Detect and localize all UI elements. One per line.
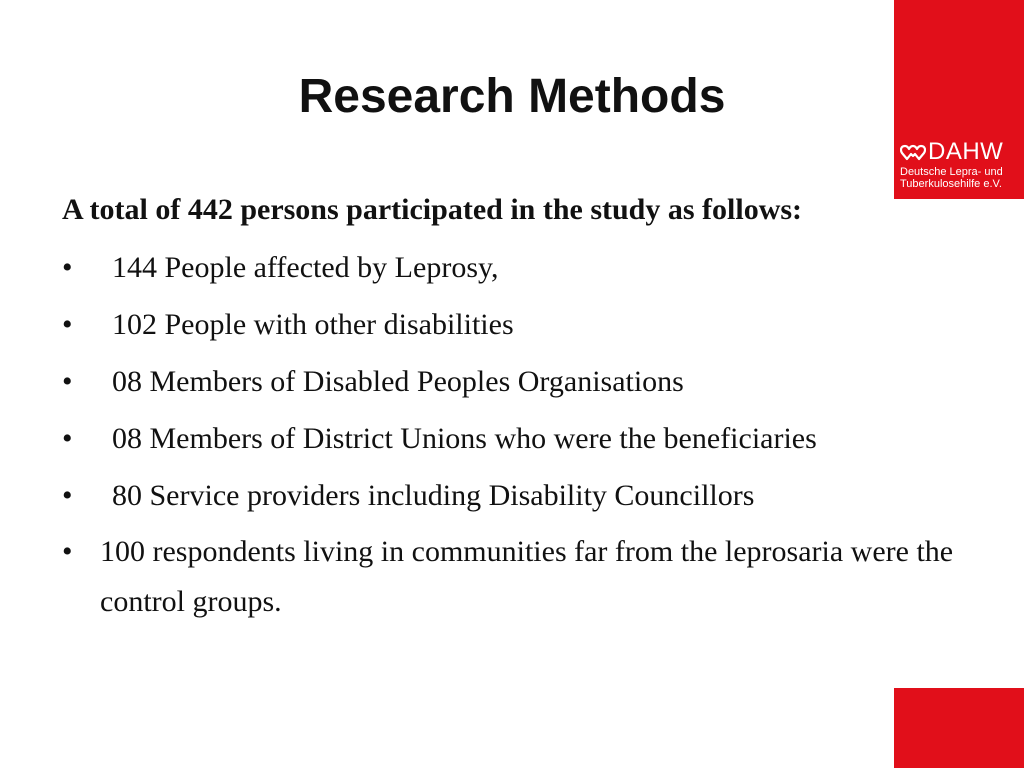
list-item-text: 144 People affected by Leprosy, — [112, 251, 499, 284]
list-item — [62, 527, 962, 627]
logo-tagline-line-1: Deutsche Lepra- und — [900, 166, 1003, 178]
bullet-icon: • — [62, 308, 73, 341]
bullet-icon: • — [62, 422, 73, 455]
list-item-text: 08 Members of District Unions who were the beneficiaries — [112, 422, 817, 455]
list-item-text: 08 Members of Disabled Peoples Organisations — [112, 365, 684, 398]
bullet-icon: • — [62, 535, 73, 568]
logo-wordmark: DAHW — [928, 138, 1004, 165]
list-item — [62, 248, 962, 288]
list-item — [62, 362, 962, 402]
slide-title: Research Methods — [298, 70, 726, 123]
logo-tagline — [900, 166, 1003, 190]
bullet-icon: • — [62, 365, 73, 398]
list-item — [62, 305, 962, 345]
list-item-text: 102 People with other disabilities — [112, 308, 514, 341]
list-item — [62, 419, 962, 459]
logo-mark — [900, 140, 1003, 164]
logo-tagline-line-2: Tuberkulosehilfe e.V. — [900, 178, 1002, 190]
participant-list — [62, 248, 962, 644]
bullet-icon: • — [62, 251, 73, 284]
intro-text: A total of 442 persons participated in the study as follows: — [62, 193, 803, 226]
list-item — [62, 476, 962, 516]
bullet-icon: • — [62, 479, 73, 512]
list-item-text: 80 Service providers including Disability Councillors — [112, 479, 755, 512]
list-item-text: 100 respondents living in communities far from the leprosaria were the control groups. — [100, 535, 954, 618]
corner-accent — [894, 688, 1024, 768]
linked-hearts-icon — [900, 142, 926, 162]
